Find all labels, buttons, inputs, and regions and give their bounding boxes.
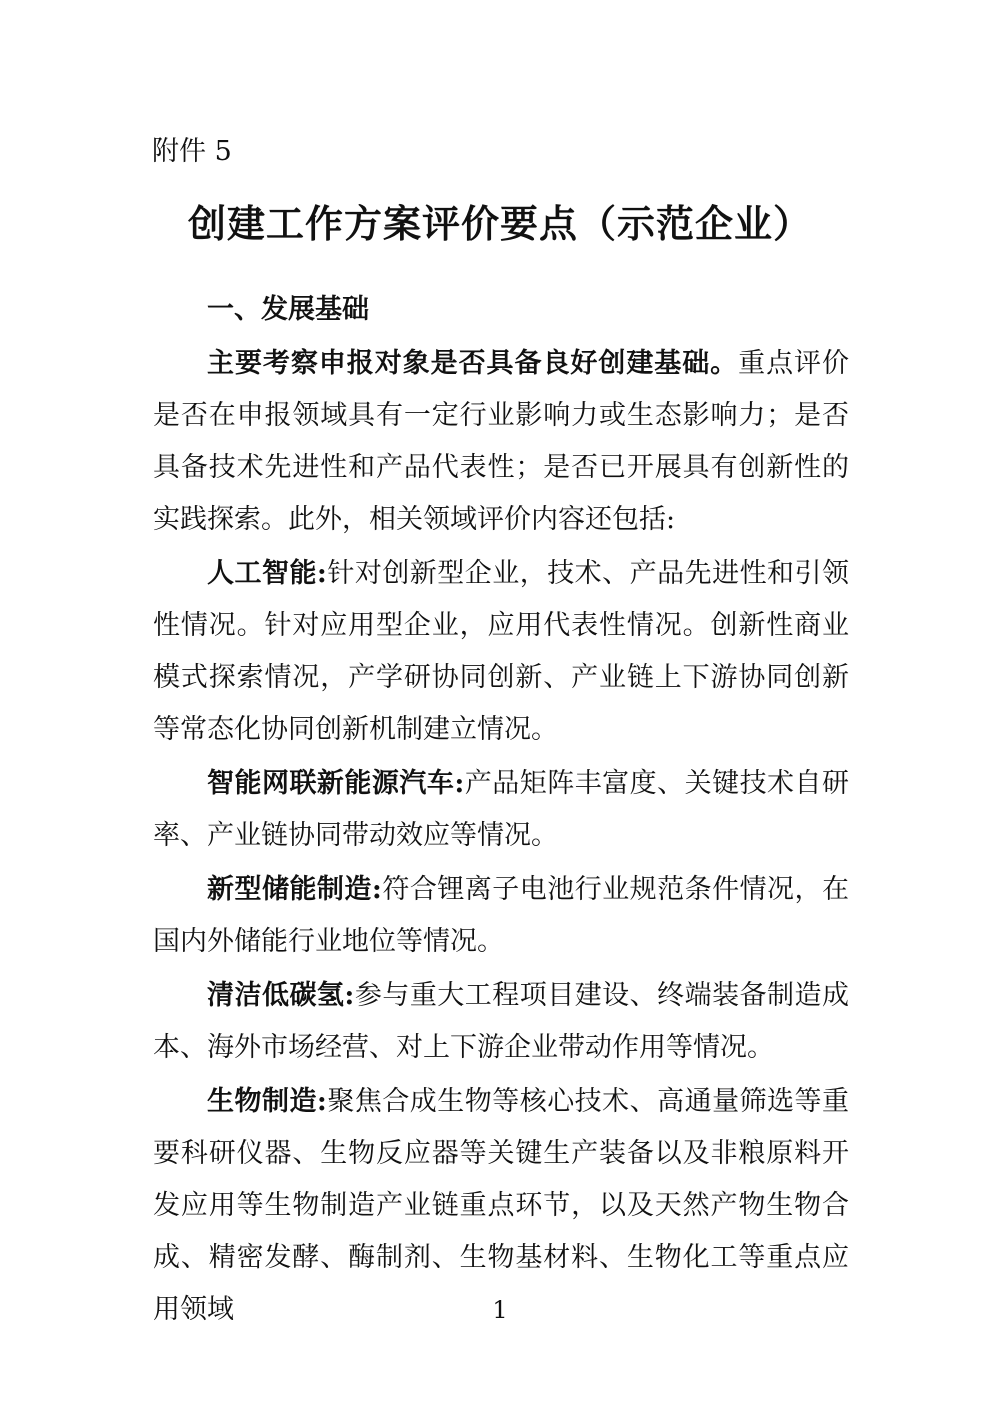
- paragraph-text: 符合锂离子电池行业规范条件情况，在国内外储能行业地位等情况。: [153, 874, 850, 957]
- paragraph-intelligent-connected-vehicles: [153, 758, 849, 862]
- intro-text: 重点评价是否在申报领域具有一定行业影响力或生态影响力；是否具备技术先进性和产品代表性；是否已开展具有创新性的实践探索。此外，相关领域评价内容还包括:: [153, 348, 850, 535]
- paragraph-text: 参与重大工程项目建设、终端装备制造成本、海外市场经营、对上下游企业带动作用等情况。: [153, 980, 850, 1063]
- paragraph-label: 新型储能制造:: [207, 874, 382, 905]
- paragraph-label: 智能网联新能源汽车:: [207, 768, 465, 799]
- section-heading: 一、发展基础: [207, 294, 369, 325]
- paragraph-artificial-intelligence: [153, 548, 849, 756]
- intro-paragraph: [153, 338, 849, 546]
- paragraph-label: 清洁低碳氢:: [207, 980, 355, 1011]
- intro-lead: 主要考察申报对象是否具备良好创建基础。: [207, 348, 739, 379]
- paragraph-label: 人工智能:: [207, 558, 327, 589]
- document-title: 创建工作方案评价要点（示范企业）: [187, 201, 812, 246]
- attachment-label: 附件 5: [152, 136, 232, 167]
- paragraph-text: 产品矩阵丰富度、关键技术自研率、产业链协同带动效应等情况。: [153, 768, 850, 851]
- document-body: [153, 284, 849, 1338]
- paragraph-clean-low-carbon-hydrogen: [153, 970, 849, 1074]
- page-number: 1: [492, 1296, 508, 1324]
- paragraph-text: 针对创新型企业，技术、产品先进性和引领性情况。针对应用型企业，应用代表性情况。创新性商业模式探索情况，产学研协同创新、产业链上下游协同创新等常态化协同创新机制建立情况。: [153, 558, 850, 745]
- paragraph-text: 聚焦合成生物等核心技术、高通量筛选等重要科研仪器、生物反应器等关键生产装备以及非粮原料开发应用等生物制造产业链重点环节，以及天然产物生物合成、精密发酵、酶制剂、生物基材料、生物化工等重点应用领域: [153, 1086, 850, 1325]
- paragraph-new-energy-storage: [153, 864, 849, 968]
- paragraph-label: 生物制造:: [207, 1086, 327, 1117]
